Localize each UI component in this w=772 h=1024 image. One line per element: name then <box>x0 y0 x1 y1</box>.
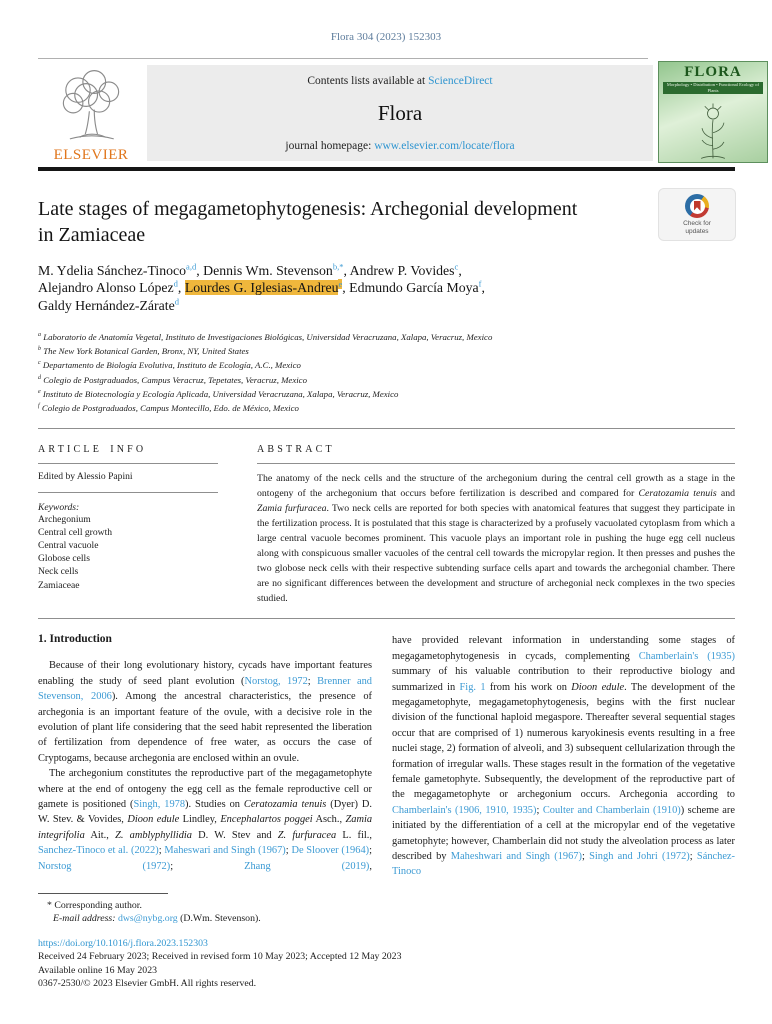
botanical-sketch-icon <box>680 98 746 162</box>
citation-link[interactable]: Maheswari and Singh (1967) <box>164 845 286 857</box>
keywords-label: Keywords: <box>38 501 80 513</box>
article-info-column <box>38 444 238 607</box>
citation-link[interactable]: f <box>478 278 482 289</box>
footnote-divider <box>38 893 168 894</box>
paragraph: Because of their long evolutionary history, cycads have important features enabling the study of seed plant evolution (Norstog, 1972; Brenner and Stevenson, 2006). Among the ancestral characteristics, the presence of archegonia is an important feature of the ovule, with a decisive role in the evolution of plant life considering that the seed habit represented the liberation of fertilization from dependence of free water, as occurs the case of Cryptogams, because archegonia are enclosed within an ovule. <box>38 660 372 764</box>
bookmark-icon <box>694 201 701 211</box>
divider <box>38 428 735 429</box>
article-title: Late stages of megagametophytogenesis: Archegonial development in Zamiaceae <box>38 198 578 247</box>
copyright-line: 0367-2530/© 2023 Elsevier GmbH. All rights reserved. <box>38 978 257 990</box>
doi-link[interactable]: https://doi.org/10.1016/j.flora.2023.152303 <box>38 937 208 949</box>
crossmark-circle-icon <box>685 194 709 218</box>
paragraph: The archegonium constitutes the reproductive part of the megagametophyte where at the end of ontogeny the egg cell as the female reproductive cell or gamete is positioned (Singh, 1978). Studies on Ceratozamia tenuis (Dyer) D. W. Stev. & Vovides, Dioon edule Lindley, Encephalartos poggei Asch., Zamia integrifolia Ait., Z. amblyphyllidia D. W. Stev and Z. furfuracea L. fil., Sanchez-Tinoco et al. (2022); Maheswari and Singh (1967); De Sloover (1964); Norstog (1972); Zhang (2019), <box>38 768 373 872</box>
affiliation: $^d$ Colegio de Postgraduados, Campus Veracruz, Tepetates, Veracruz, Mexico <box>38 374 307 385</box>
banner-center-panel <box>147 65 653 161</box>
affiliation: $^a$ Laboratorio de Anatomía Vegetal, Instituto de Investigaciones Biológicas, Universidad Veracruzana, Xalapa, Veracruz, Mexico <box>38 331 493 342</box>
affiliation: $^c$ Departamento de Biología Evolutiva, Instituto de Ecología, A.C., Mexico <box>38 360 301 371</box>
citation-link[interactable]: b,* <box>332 261 344 272</box>
divider <box>257 463 735 464</box>
abstract-column <box>257 444 735 607</box>
citation-link[interactable]: Sánchez-Tinoco <box>392 851 735 878</box>
available-online: Available online 16 May 2023 <box>38 964 157 976</box>
citation-link[interactable]: Brenner and Stevenson, 2006 <box>38 675 372 703</box>
journal-banner <box>38 61 768 163</box>
homepage-line: journal homepage: www.elsevier.com/locate/flora <box>285 140 515 152</box>
citation-link[interactable]: e <box>338 278 343 289</box>
citation-link[interactable]: Sanchez-Tinoco et al. (2022) <box>38 845 159 857</box>
citation-link[interactable]: dws@nybg.org <box>117 913 178 925</box>
journal-name: Flora <box>377 101 423 125</box>
email-line: E-mail address: dws@nybg.org (D.Wm. Stevenson). <box>53 913 261 925</box>
body-left-column <box>38 633 372 880</box>
elsevier-tree-icon <box>48 69 134 147</box>
divider <box>38 167 735 171</box>
keyword: Globose cells <box>38 553 90 565</box>
body-right-column <box>392 633 735 880</box>
received-dates: Received 24 February 2023; Received in revised form 10 May 2023; Accepted 12 May 2023 <box>38 951 402 963</box>
cover-title: FLORA <box>684 64 742 80</box>
citation-link[interactable]: c <box>454 261 459 272</box>
section-heading: 1. Introduction <box>38 633 112 646</box>
article-body <box>38 633 735 880</box>
keyword: Central vacuole <box>38 539 99 551</box>
affiliation: $^f$ Colegio de Postgraduados, Campus Montecillo, Edo. de México, Mexico <box>38 403 299 414</box>
citation-link[interactable]: Fig. 1 <box>459 681 486 693</box>
citation-link[interactable]: Singh, 1978 <box>133 799 186 811</box>
citation-link[interactable]: a,d <box>186 261 197 272</box>
abstract-heading: ABSTRACT <box>257 443 335 455</box>
divider <box>38 463 218 464</box>
journal-homepage-link[interactable]: www.elsevier.com/locate/flora <box>374 140 515 152</box>
citation-link[interactable]: Norstog (1972) <box>38 860 171 872</box>
citation-link[interactable]: Chamberlain's (1935) <box>638 650 735 662</box>
corresponding-author-note: * Corresponding author. <box>47 899 142 911</box>
elsevier-wordmark: ELSEVIER <box>53 147 129 163</box>
keyword: Archegonium <box>38 513 91 525</box>
citation-link[interactable]: Chamberlain's (1906, 1910, 1935) <box>392 804 537 816</box>
author-list: M. Ydelia Sánchez-Tinoco$^{a,d}$, Dennis Wm. Stevenson$^{b,*}$, Andrew P. Vovides$^c$, Alejandro Alonso López$^d$, Lourdes G. Iglesias-Andreu$^e$, Edmundo García Moya$^f$, Galdy Hernández-Zárate$^d$ <box>38 261 485 313</box>
citation-link[interactable]: d <box>173 278 178 289</box>
sciencedirect-link[interactable]: ScienceDirect <box>428 75 493 87</box>
citation-link[interactable]: Maheshwari and Singh (1967) <box>450 851 582 863</box>
journal-cover-thumbnail[interactable] <box>658 61 768 163</box>
affiliation: $^b$ The New York Botanical Garden, Bronx, NY, United States <box>38 345 249 356</box>
article-info-heading: ARTICLE INFO <box>38 443 147 455</box>
divider <box>38 58 648 59</box>
affiliation: $^e$ Instituto de Biotecnología y Ecología Aplicada, Universidad Veracruzana, Xalapa, Veracruz, Mexico <box>38 388 399 399</box>
cover-subtitle: Morphology • Distribution • Functional Ecology of Plants <box>663 82 762 94</box>
keyword: Zamiaceae <box>38 579 80 591</box>
paragraph: have provided relevant information in understanding some stages of megagametophytogenesis in cycads, complementing Chamberlain's (1935) summary of his valuable contribution to their reproductive biology and summarized in Fig. 1 from his work on Dioon edule. The development of the megagametophyte, megagametophytogenesis, begins with the first nuclear division of the functional haploid megaspore. Thereafter several sequential stages occur that are comprised of 1) numerous karyokinesis events resulting in a free nuclei stage, 2) formation of alveoli, and 3) subsequent cellularization through the formation of irregular walls. These stages result in the formation of the vegetative female gametophyte. Subsequently, the development of the reproductive part of the megagametophyte or archegonium occurs. Archegonia according to Chamberlain's (1906, 1910, 1935); Coulter and Chamberlain (1910)) scheme are initiated by the differentiation of a cell at the micropylar end of the vegetative gametophyte; however, Chamberlain did not study the alveolation process as later described by Maheshwari and Singh (1967); Singh and Johri (1972); Sánchez-Tinoco <box>392 635 735 878</box>
citation-link[interactable]: De Sloover (1964) <box>291 845 370 857</box>
footer-block <box>38 937 735 991</box>
divider <box>38 492 218 493</box>
citation-header: Flora 304 (2023) 152303 <box>330 31 442 43</box>
footnote-block <box>38 899 735 926</box>
abstract-text: The anatomy of the neck cells and the structure of the archegonium during the central cell growth as a stage in the ontogeny of the archegonium that occurs before fertilization is described and compared for Ceratozamia tenuis and Zamia furfuracea. Two neck cells are reported for both species with anatomical features that suggest they participate in the fertilization process. It is postulated that this stage is characterized by a profusely vacuolated cytoplasm from which a large central vacuole becomes prominent. This vacuole plays an important role in pushing the huge egg cell nucleus along with conspicuous smaller vacuoles of the central cell towards the micropylar region. It then presses and pushes the two globose neck cells with their respective subtending surface cells apart and towards the archegonial chamber. There are no significant differences between the development and structure of archegonial neck complexes in the two species studied. <box>257 472 735 605</box>
citation-link[interactable]: Coulter and Chamberlain (1910) <box>542 804 681 816</box>
citation-link[interactable]: Zhang (2019) <box>244 860 370 872</box>
citation-link[interactable]: d <box>174 296 180 307</box>
elsevier-logo <box>38 61 144 163</box>
citation-link[interactable]: Singh and Johri (1972) <box>589 851 690 863</box>
contents-line: Contents lists available at ScienceDirect <box>307 75 493 87</box>
divider <box>38 618 735 619</box>
keyword: Neck cells <box>38 566 79 578</box>
affiliation-list <box>38 329 735 415</box>
citation-link[interactable]: Norstog, 1972 <box>244 675 308 687</box>
check-for-updates-badge[interactable]: Check for updates <box>658 188 736 241</box>
keyword: Central cell growth <box>38 526 113 538</box>
edited-by: Edited by Alessio Papini <box>38 470 133 482</box>
